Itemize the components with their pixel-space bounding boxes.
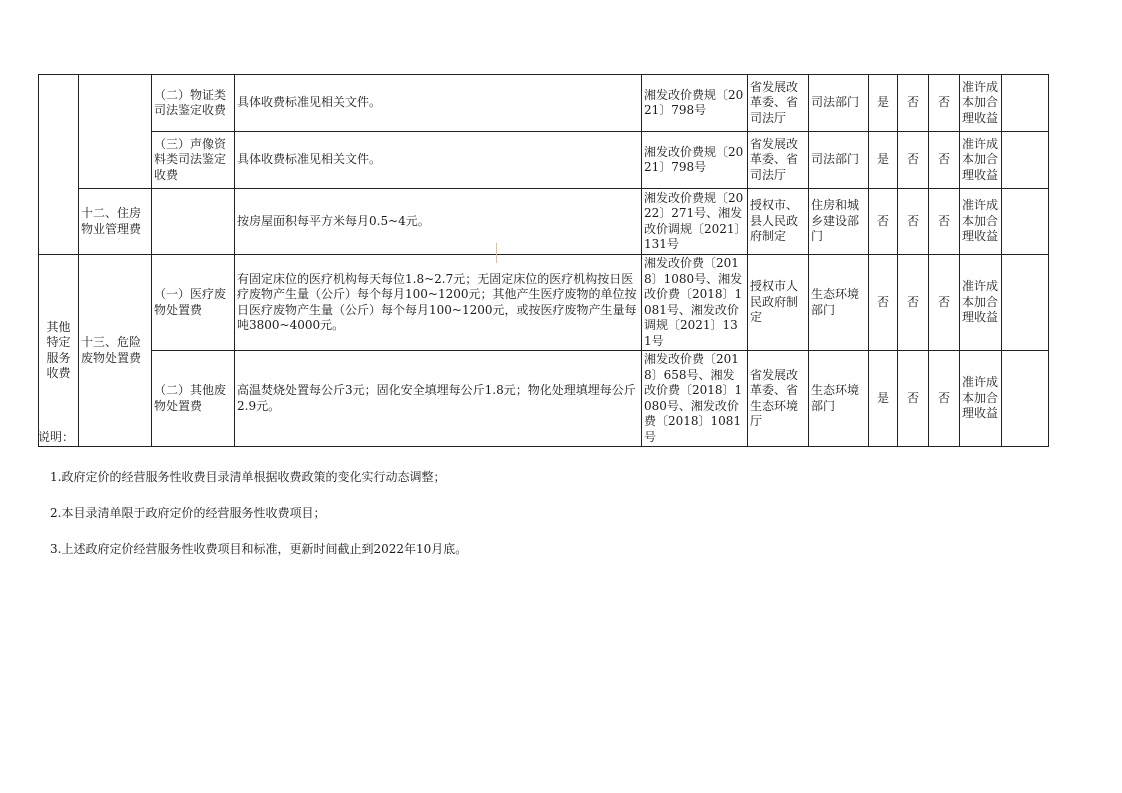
responsible-department: 生态环境部门 [809,255,869,351]
flag-a: 是 [869,75,898,132]
subcategory-name: 十二、住房物业管理费 [79,189,152,255]
table-row [39,255,1049,351]
remarks-cell-empty [1002,255,1049,351]
category-cell-empty [39,75,79,255]
item-cell-empty [152,189,235,255]
fee-standard: 高温焚烧处置每公斤3元；固化安全填埋每公斤1.8元；物化处理填埋每公斤2.9元。 [235,351,642,447]
table-row [39,351,1049,447]
policy-document: 湘发改价费〔2018〕1080号、湘发改价费〔2018〕1081号、湘发改价调规〔2021〕131号 [642,255,748,351]
item-name: （二）其他废物处置费 [152,351,235,447]
category-name: 其他特定服务收费 [39,255,79,447]
remarks-cell-empty [1002,351,1049,447]
scan-mark [496,243,497,263]
item-name: （三）声像资料类司法鉴定收费 [152,132,235,189]
flag-a: 否 [869,189,898,255]
flag-c: 否 [929,75,960,132]
subcategory-cell-empty [79,75,152,189]
responsible-department: 住房和城乡建设部门 [809,189,869,255]
flag-a: 是 [869,351,898,447]
item-name: （一）医疗废物处置费 [152,255,235,351]
remarks-cell-empty [1002,75,1049,132]
flag-b: 否 [898,75,929,132]
fee-standard: 按房屋面积每平方米每月0.5~4元。 [235,189,642,255]
pricing-authority: 省发展改革委、省生态环境厅 [748,351,809,447]
flag-a: 是 [869,132,898,189]
flag-b: 否 [898,132,929,189]
table-row [39,75,1049,132]
fee-standard: 具体收费标准见相关文件。 [235,132,642,189]
fee-standard: 具体收费标准见相关文件。 [235,75,642,132]
pricing-principle: 准许成本加合理收益 [960,255,1002,351]
fee-standard: 有固定床位的医疗机构每天每位1.8~2.7元；无固定床位的医疗机构按日医疗废物产生量（公斤）每个每月100~1200元；其他产生医疗废物的单位按日医疗废物产生量（公斤）每个每月100~1200元，或按医疗废物产生量每吨3800~4000元。 [235,255,642,351]
responsible-department: 生态环境部门 [809,351,869,447]
flag-c: 否 [929,132,960,189]
flag-c: 否 [929,189,960,255]
flag-b: 否 [898,351,929,447]
remarks-cell-empty [1002,132,1049,189]
flag-a: 否 [869,255,898,351]
note-item: 3.上述政府定价经营服务性收费项目和标准，更新时间截止到2022年10月底。 [50,542,468,556]
table-row [39,132,1049,189]
flag-c: 否 [929,255,960,351]
fee-catalog-table [38,74,1049,447]
notes-heading: 说明： [38,430,75,444]
table-row [39,189,1049,255]
flag-c: 否 [929,351,960,447]
note-item: 2.本目录清单限于政府定价的经营服务性收费项目； [50,506,326,520]
policy-document: 湘发改价费规〔2022〕271号、湘发改价调规〔2021〕131号 [642,189,748,255]
item-name: （二）物证类司法鉴定收费 [152,75,235,132]
pricing-principle: 准许成本加合理收益 [960,351,1002,447]
pricing-authority: 省发展改革委、省司法厅 [748,132,809,189]
subcategory-name: 十三、危险废物处置费 [79,255,152,447]
pricing-principle: 准许成本加合理收益 [960,189,1002,255]
pricing-principle: 准许成本加合理收益 [960,75,1002,132]
policy-document: 湘发改价费规〔2021〕798号 [642,132,748,189]
remarks-cell-empty [1002,189,1049,255]
responsible-department: 司法部门 [809,75,869,132]
pricing-authority: 省发展改革委、省司法厅 [748,75,809,132]
pricing-authority: 授权市人民政府制定 [748,255,809,351]
note-item: 1.政府定价的经营服务性收费目录清单根据收费政策的变化实行动态调整； [50,470,446,484]
pricing-principle: 准许成本加合理收益 [960,132,1002,189]
responsible-department: 司法部门 [809,132,869,189]
policy-document: 湘发改价费规〔2021〕798号 [642,75,748,132]
policy-document: 湘发改价费〔2018〕658号、湘发改价费〔2018〕1080号、湘发改价费〔2018〕1081号 [642,351,748,447]
pricing-authority: 授权市、县人民政府制定 [748,189,809,255]
flag-b: 否 [898,255,929,351]
flag-b: 否 [898,189,929,255]
